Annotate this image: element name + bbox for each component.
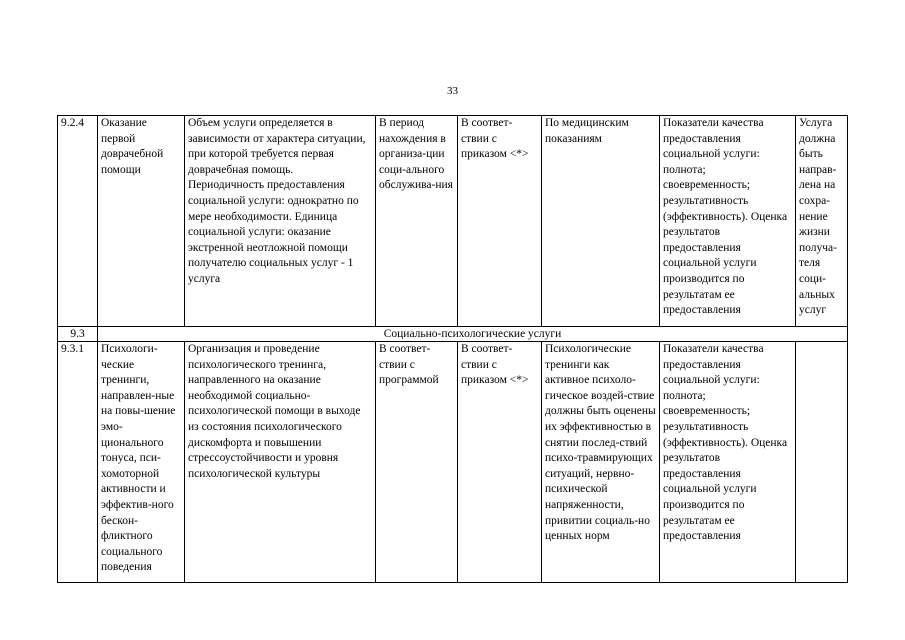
- service-quality-cell: Показатели качества предоставления социальной услуги: полнота; своевременность; результативность (эффективность). Оценка результатов предоставления социальной услуги производится по результатам ее предоставления: [660, 116, 796, 327]
- row-number-cell: 9.3.1: [58, 342, 98, 583]
- page-number: 33: [447, 85, 458, 97]
- table-row: [58, 116, 848, 327]
- table-row: [58, 342, 848, 583]
- service-term-cell: В соответ-ствии с программой: [376, 342, 458, 583]
- service-conditions-cell: По медицинским показаниям: [542, 116, 660, 327]
- service-notes-cell: Услуга должна быть направ-лена на сохра-нение жизни получа-теля соци-альных услуг: [796, 116, 848, 327]
- section-number-cell: 9.3: [58, 327, 98, 342]
- section-title-cell: Социально-психологические услуги: [98, 327, 848, 342]
- service-name-cell: Психологи-ческие тренинги, направлен-ные на повы-шение эмо-ционального тонуса, пси-хомоторной активности и эффектив-ного бескон-фликтного социального поведения: [98, 342, 185, 583]
- services-table: [57, 115, 848, 583]
- service-quality-cell: Показатели качества предоставления социальной услуги: полнота; своевременность; результативность (эффективность). Оценка результатов предоставления социальной услуги производится по результатам ее предоставления: [660, 342, 796, 583]
- service-conditions-cell: Психологические тренинги как активное психоло-гическое воздей-ствие должны быть оценены их эффективностью в снятии послед-ствий психо-травмирующих ситуаций, нервно-психической напряженности, привитии социаль-но ценных норм: [542, 342, 660, 583]
- service-term-cell: В период нахождения в организа-ции соци-ального обслужива-ния: [376, 116, 458, 327]
- row-number-cell: 9.2.4: [58, 116, 98, 327]
- service-description-cell: Объем услуги определяется в зависимости от характера ситуации, при которой требуется первая доврачебная помощь. Периодичность предоставления социальной услуги: однократно по мере необходимости. Единица социальной услуги: оказание экстренной неотложной помощи получателю социальных услуг - 1 услуга: [185, 116, 376, 327]
- service-tariff-cell: В соответ-ствии с приказом <*>: [458, 116, 542, 327]
- service-notes-cell: [796, 342, 848, 583]
- service-description-cell: Организация и проведение психологического тренинга, направленного на оказание необходимой социально-психологической помощи в выходе из состояния психологического дискомфорта и повышении стрессоустойчивости и уровня психологической культуры: [185, 342, 376, 583]
- service-tariff-cell: В соответ-ствии с приказом <*>: [458, 342, 542, 583]
- section-row: [58, 327, 848, 342]
- service-name-cell: Оказание первой доврачебной помощи: [98, 116, 185, 327]
